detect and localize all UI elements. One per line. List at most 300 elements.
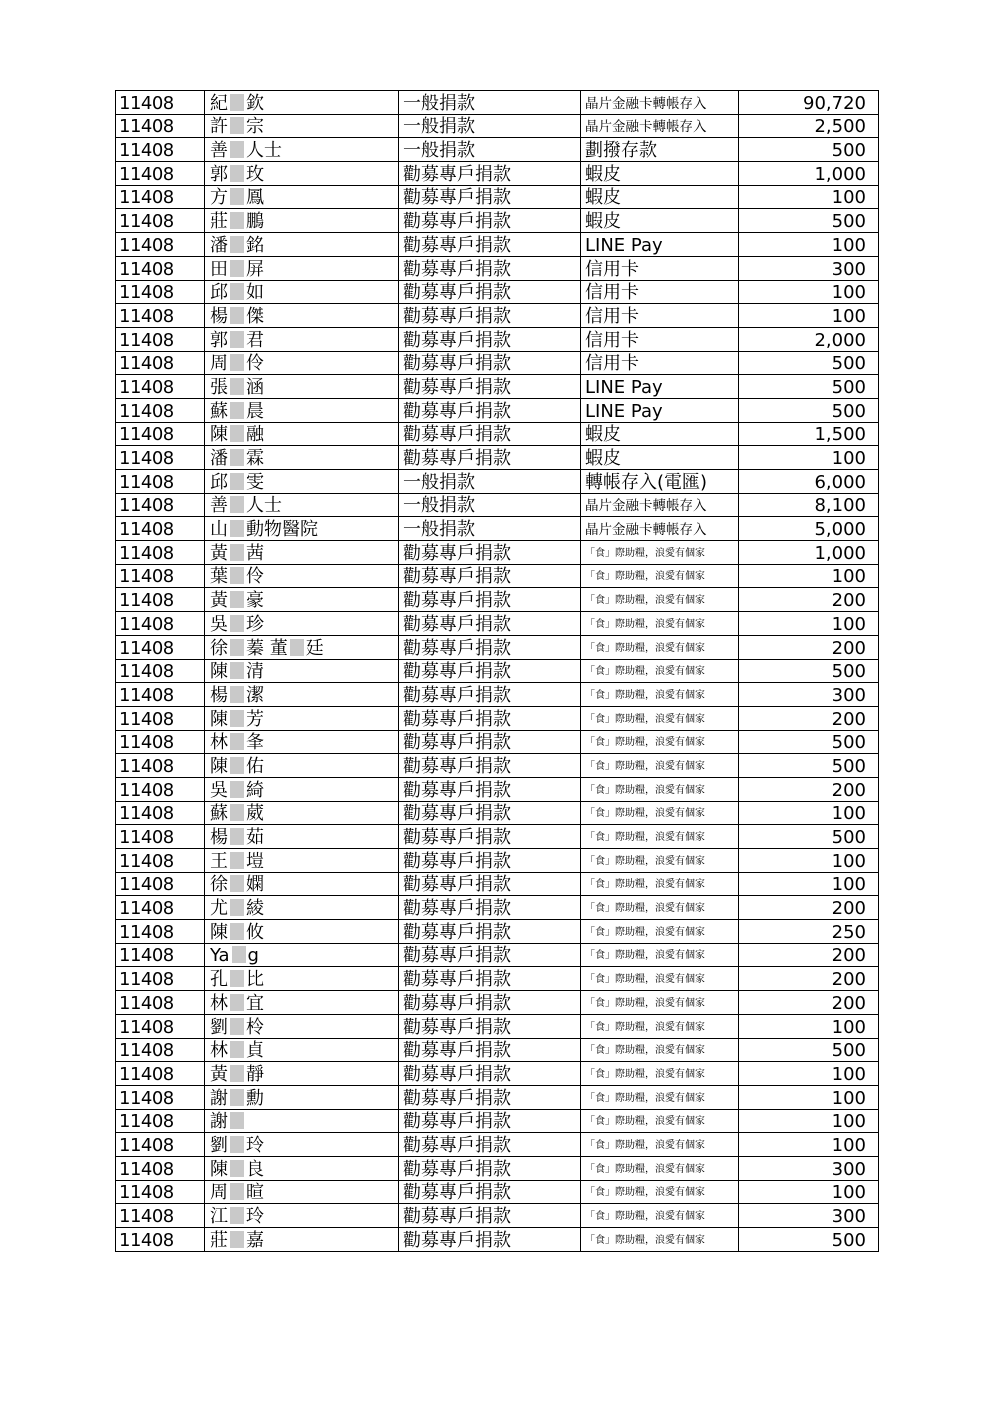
amount-cell: 500 xyxy=(739,754,879,778)
donor-name-last-part: 玫 xyxy=(246,163,264,185)
redaction-mark xyxy=(290,639,304,656)
donor-name-first-part: 孔 xyxy=(210,969,228,991)
period-cell: 11408 xyxy=(116,1133,205,1157)
donation-type-cell: 一般捐款 xyxy=(399,517,581,541)
amount-cell: 300 xyxy=(739,1204,879,1228)
donor-name-last-part: 貞 xyxy=(246,1040,264,1062)
period-cell: 11408 xyxy=(116,588,205,612)
donor-name-cell xyxy=(205,114,399,138)
donor-name-first-part: 劉 xyxy=(210,1016,228,1038)
payment-method-cell: 「食」際助糧，浪愛有個家 xyxy=(581,1014,739,1038)
amount-cell: 200 xyxy=(739,967,879,991)
donation-type-cell: 勸募專戶捐款 xyxy=(399,967,581,991)
period-cell: 11408 xyxy=(116,991,205,1015)
donor-name-last-part: 融 xyxy=(246,424,264,446)
donor-name-last-part: 比 xyxy=(246,969,264,991)
donor-name-last-part: 涵 xyxy=(246,376,264,398)
payment-method-cell: 「食」際助糧，浪愛有個家 xyxy=(581,1109,739,1133)
payment-method-cell: 「食」際助糧，浪愛有個家 xyxy=(581,1085,739,1109)
redaction-mark xyxy=(230,686,244,703)
period-cell: 11408 xyxy=(116,470,205,494)
donation-type-cell: 勸募專戶捐款 xyxy=(399,1204,581,1228)
redaction-mark xyxy=(230,733,244,750)
table-row xyxy=(116,635,879,659)
period-cell: 11408 xyxy=(116,375,205,399)
donor-name-last-part: 宗 xyxy=(246,116,264,138)
payment-method-cell: 信用卡 xyxy=(581,304,739,328)
redaction-mark xyxy=(230,1207,244,1224)
table-row xyxy=(116,470,879,494)
donation-type-cell: 勸募專戶捐款 xyxy=(399,825,581,849)
donor-name-first-part: 謝 xyxy=(210,1087,228,1109)
period-cell: 11408 xyxy=(116,1156,205,1180)
donor-name-first-part: 楊 xyxy=(210,305,228,327)
period-cell: 11408 xyxy=(116,162,205,186)
donation-type-cell: 勸募專戶捐款 xyxy=(399,446,581,470)
redaction-mark xyxy=(230,307,244,324)
redaction-mark xyxy=(230,828,244,845)
redaction-mark xyxy=(230,639,244,656)
payment-method-cell: 「食」際助糧，浪愛有個家 xyxy=(581,1038,739,1062)
donor-name-last-part: 豪 xyxy=(246,590,264,612)
donor-name-first-part: 楊 xyxy=(210,827,228,848)
period-cell: 11408 xyxy=(116,493,205,517)
donor-name-last-part: 勳 xyxy=(246,1087,264,1109)
donor-name-first-part: 蘇 xyxy=(210,400,228,422)
donor-name-last-part: 清 xyxy=(246,661,264,683)
donor-name-cell xyxy=(205,1180,399,1204)
payment-method-cell: 「食」際助糧，浪愛有個家 xyxy=(581,730,739,754)
redaction-mark xyxy=(230,141,244,158)
amount-cell: 500 xyxy=(739,1038,879,1062)
table-row xyxy=(116,1062,879,1086)
donor-name-first-part: 陳 xyxy=(210,708,228,730)
payment-method-cell: 信用卡 xyxy=(581,256,739,280)
table-row xyxy=(116,943,879,967)
donation-type-cell: 勸募專戶捐款 xyxy=(399,541,581,565)
donor-name-cell xyxy=(205,233,399,257)
donor-name-last-part: 靜 xyxy=(246,1063,264,1085)
donor-name-cell xyxy=(205,967,399,991)
donor-name-cell xyxy=(205,327,399,351)
donor-name-last-part: 柃 xyxy=(246,1016,264,1038)
amount-cell: 300 xyxy=(739,1156,879,1180)
table-row xyxy=(116,446,879,470)
period-cell: 11408 xyxy=(116,1085,205,1109)
payment-method-cell: 信用卡 xyxy=(581,280,739,304)
amount-cell: 200 xyxy=(739,706,879,730)
period-cell: 11408 xyxy=(116,398,205,422)
table-row xyxy=(116,233,879,257)
donor-name-last-part: 鵬 xyxy=(246,211,264,233)
donation-type-cell: 勸募專戶捐款 xyxy=(399,351,581,375)
donor-name-cell xyxy=(205,162,399,186)
payment-method-cell: 信用卡 xyxy=(581,351,739,375)
donation-type-cell: 勸募專戶捐款 xyxy=(399,777,581,801)
period-cell: 11408 xyxy=(116,351,205,375)
payment-method-cell: 「食」際助糧，浪愛有個家 xyxy=(581,612,739,636)
donation-type-cell: 勸募專戶捐款 xyxy=(399,1062,581,1086)
redaction-mark xyxy=(230,781,244,798)
donor-name-last-part: 茜 xyxy=(246,542,264,564)
redaction-mark xyxy=(230,188,244,205)
amount-cell: 90,720 xyxy=(739,91,879,115)
donor-name-cell xyxy=(205,209,399,233)
payment-method-cell: 信用卡 xyxy=(581,327,739,351)
period-cell: 11408 xyxy=(116,1038,205,1062)
donor-name-last-part: 芳 xyxy=(246,708,264,730)
redaction-mark xyxy=(230,117,244,134)
donor-name-last-part: 伶 xyxy=(246,353,264,375)
donor-name-last-part: 暄 xyxy=(246,1182,264,1204)
period-cell: 11408 xyxy=(116,280,205,304)
donation-type-cell: 勸募專戶捐款 xyxy=(399,754,581,778)
period-cell: 11408 xyxy=(116,683,205,707)
redaction-mark xyxy=(230,662,244,679)
payment-method-cell: 「食」際助糧，浪愛有個家 xyxy=(581,564,739,588)
amount-cell: 8,100 xyxy=(739,493,879,517)
table-row xyxy=(116,849,879,873)
donor-name-first-part: Ya xyxy=(210,945,230,967)
donation-ledger-table xyxy=(115,90,879,1252)
amount-cell: 200 xyxy=(739,896,879,920)
donation-type-cell: 勸募專戶捐款 xyxy=(399,209,581,233)
donor-name-last-part: 傑 xyxy=(246,305,264,327)
amount-cell: 100 xyxy=(739,233,879,257)
donation-type-cell: 勸募專戶捐款 xyxy=(399,1109,581,1133)
redaction-mark xyxy=(230,1136,244,1153)
donor-name-cell xyxy=(205,730,399,754)
donation-type-cell: 一般捐款 xyxy=(399,470,581,494)
redaction-mark xyxy=(230,212,244,229)
donor-name-cell xyxy=(205,517,399,541)
donor-name-cell xyxy=(205,991,399,1015)
donor-name-cell xyxy=(205,825,399,849)
donor-name-first-part: 周 xyxy=(210,1182,228,1204)
payment-method-cell: 「食」際助糧，浪愛有個家 xyxy=(581,801,739,825)
amount-cell: 100 xyxy=(739,1180,879,1204)
redaction-mark xyxy=(230,899,244,916)
payment-method-cell: 「食」際助糧，浪愛有個家 xyxy=(581,588,739,612)
period-cell: 11408 xyxy=(116,872,205,896)
period-cell: 11408 xyxy=(116,91,205,115)
redaction-mark xyxy=(230,615,244,632)
donation-type-cell: 勸募專戶捐款 xyxy=(399,588,581,612)
donation-type-cell: 勸募專戶捐款 xyxy=(399,1038,581,1062)
payment-method-cell: 蝦皮 xyxy=(581,446,739,470)
table-row xyxy=(116,304,879,328)
table-row xyxy=(116,706,879,730)
donor-name-first-part: 陳 xyxy=(210,921,228,943)
donor-name-first-part: 黃 xyxy=(210,1063,228,1085)
redaction-mark xyxy=(230,1231,244,1248)
payment-method-cell: 「食」際助糧，浪愛有個家 xyxy=(581,659,739,683)
donor-name-last-part: 佑 xyxy=(246,755,264,777)
donation-type-cell: 勸募專戶捐款 xyxy=(399,706,581,730)
donor-name-first-part: 善 xyxy=(210,495,228,517)
period-cell: 11408 xyxy=(116,777,205,801)
donor-name-last-part: 欽 xyxy=(246,92,264,114)
donation-type-cell: 一般捐款 xyxy=(399,91,581,115)
donation-type-cell: 勸募專戶捐款 xyxy=(399,872,581,896)
payment-method-cell: 「食」際助糧，浪愛有個家 xyxy=(581,1133,739,1157)
donor-name-cell xyxy=(205,1085,399,1109)
amount-cell: 500 xyxy=(739,375,879,399)
redaction-mark xyxy=(230,591,244,608)
amount-cell: 300 xyxy=(739,683,879,707)
table-row xyxy=(116,1204,879,1228)
redaction-mark xyxy=(230,449,244,466)
donor-name-cell xyxy=(205,138,399,162)
donor-name-first-part: 謝 xyxy=(210,1111,228,1133)
redaction-mark xyxy=(230,804,244,821)
donor-name-first-part: 徐 xyxy=(210,637,228,659)
donation-type-cell: 勸募專戶捐款 xyxy=(399,564,581,588)
payment-method-cell: 「食」際助糧，浪愛有個家 xyxy=(581,754,739,778)
payment-method-cell: 晶片金融卡轉帳存入 xyxy=(581,517,739,541)
donor-name-last-part: 良 xyxy=(246,1158,264,1180)
donor-name-cell xyxy=(205,659,399,683)
donation-type-cell: 勸募專戶捐款 xyxy=(399,375,581,399)
redaction-mark xyxy=(230,757,244,774)
amount-cell: 500 xyxy=(739,730,879,754)
table-row xyxy=(116,588,879,612)
donation-type-cell: 勸募專戶捐款 xyxy=(399,327,581,351)
amount-cell: 100 xyxy=(739,1109,879,1133)
payment-method-cell: 轉帳存入(電匯) xyxy=(581,470,739,494)
donation-type-cell: 勸募專戶捐款 xyxy=(399,612,581,636)
donation-type-cell: 勸募專戶捐款 xyxy=(399,162,581,186)
period-cell: 11408 xyxy=(116,446,205,470)
donor-name-cell xyxy=(205,849,399,873)
donor-name-first-part: 張 xyxy=(210,376,228,398)
period-cell: 11408 xyxy=(116,1228,205,1252)
donor-name-first-part: 紀 xyxy=(210,92,228,114)
donor-name-first-part: 林 xyxy=(210,732,228,754)
donation-type-cell: 勸募專戶捐款 xyxy=(399,1228,581,1252)
redaction-mark xyxy=(230,1065,244,1082)
period-cell: 11408 xyxy=(116,304,205,328)
table-row xyxy=(116,1133,879,1157)
donation-type-cell: 勸募專戶捐款 xyxy=(399,896,581,920)
donor-name-cell xyxy=(205,541,399,565)
donor-name-first-part: 陳 xyxy=(210,1158,228,1180)
amount-cell: 100 xyxy=(739,564,879,588)
redaction-mark xyxy=(232,946,246,963)
payment-method-cell: 「食」際助糧，浪愛有個家 xyxy=(581,1156,739,1180)
table-row xyxy=(116,1038,879,1062)
donation-type-cell: 勸募專戶捐款 xyxy=(399,683,581,707)
donor-name-cell xyxy=(205,398,399,422)
table-row xyxy=(116,422,879,446)
payment-method-cell: 「食」際助糧，浪愛有個家 xyxy=(581,967,739,991)
redaction-mark xyxy=(230,165,244,182)
period-cell: 11408 xyxy=(116,422,205,446)
redaction-mark xyxy=(230,875,244,892)
donor-name-last-part: 玲 xyxy=(246,1134,264,1156)
redaction-mark xyxy=(230,1112,244,1129)
donor-name-first-part: 陳 xyxy=(210,424,228,446)
redaction-mark xyxy=(230,496,244,513)
period-cell: 11408 xyxy=(116,967,205,991)
donor-name-first-part: 田 xyxy=(210,258,228,280)
donation-type-cell: 勸募專戶捐款 xyxy=(399,1156,581,1180)
donor-name-first-part: 潘 xyxy=(210,234,228,256)
table-row xyxy=(116,730,879,754)
donation-type-cell: 勸募專戶捐款 xyxy=(399,991,581,1015)
donor-name-cell xyxy=(205,564,399,588)
donor-name-cell xyxy=(205,1109,399,1133)
table-row xyxy=(116,280,879,304)
redaction-mark xyxy=(230,1089,244,1106)
table-row xyxy=(116,777,879,801)
amount-cell: 500 xyxy=(739,1228,879,1252)
period-cell: 11408 xyxy=(116,825,205,849)
payment-method-cell: 「食」際助糧，浪愛有個家 xyxy=(581,849,739,873)
payment-method-cell: 「食」際助糧，浪愛有個家 xyxy=(581,683,739,707)
period-cell: 11408 xyxy=(116,209,205,233)
period-cell: 11408 xyxy=(116,896,205,920)
donor-name-first-part: 郭 xyxy=(210,329,228,351)
table-row xyxy=(116,351,879,375)
payment-method-cell: LINE Pay xyxy=(581,398,739,422)
amount-cell: 100 xyxy=(739,1014,879,1038)
donation-type-cell: 勸募專戶捐款 xyxy=(399,1085,581,1109)
donor-name-last-part: 茹 xyxy=(246,827,264,848)
table-row xyxy=(116,91,879,115)
payment-method-cell: 「食」際助糧，浪愛有個家 xyxy=(581,777,739,801)
donor-name-last-part: 玲 xyxy=(246,1206,264,1227)
donation-type-cell: 勸募專戶捐款 xyxy=(399,635,581,659)
donor-name-last-part: 屏 xyxy=(246,258,264,280)
donor-name-cell xyxy=(205,872,399,896)
donor-name-first-part: 尤 xyxy=(210,898,228,920)
donor-name-cell xyxy=(205,683,399,707)
donor-name-last-part: 君 xyxy=(246,329,264,351)
period-cell: 11408 xyxy=(116,1014,205,1038)
donor-name-last-part: 銘 xyxy=(246,234,264,256)
donation-type-cell: 一般捐款 xyxy=(399,114,581,138)
table-row xyxy=(116,1085,879,1109)
amount-cell: 100 xyxy=(739,446,879,470)
amount-cell: 500 xyxy=(739,825,879,849)
donor-name-last-part: 蓁 董 xyxy=(246,637,288,659)
ledger-body xyxy=(116,91,879,1252)
payment-method-cell: 「食」際助糧，浪愛有個家 xyxy=(581,706,739,730)
redaction-mark xyxy=(230,260,244,277)
payment-method-cell: 「食」際助糧，浪愛有個家 xyxy=(581,635,739,659)
amount-cell: 500 xyxy=(739,659,879,683)
donor-name-cell xyxy=(205,777,399,801)
payment-method-cell: 「食」際助糧，浪愛有個家 xyxy=(581,1204,739,1228)
amount-cell: 500 xyxy=(739,398,879,422)
redaction-mark xyxy=(230,94,244,111)
amount-cell: 100 xyxy=(739,872,879,896)
amount-cell: 200 xyxy=(739,588,879,612)
donor-name-cell xyxy=(205,91,399,115)
payment-method-cell: 「食」際助糧，浪愛有個家 xyxy=(581,541,739,565)
donor-name-cell xyxy=(205,493,399,517)
donor-name-last-part: 葳 xyxy=(246,803,264,825)
payment-method-cell: 劃撥存款 xyxy=(581,138,739,162)
table-row xyxy=(116,1014,879,1038)
donation-type-cell: 勸募專戶捐款 xyxy=(399,1014,581,1038)
table-row xyxy=(116,872,879,896)
donor-name-first-part: 楊 xyxy=(210,684,228,706)
amount-cell: 6,000 xyxy=(739,470,879,494)
table-row xyxy=(116,517,879,541)
redaction-mark xyxy=(230,544,244,561)
amount-cell: 1,000 xyxy=(739,162,879,186)
redaction-mark xyxy=(230,331,244,348)
payment-method-cell: 「食」際助糧，浪愛有個家 xyxy=(581,1228,739,1252)
donation-type-cell: 勸募專戶捐款 xyxy=(399,398,581,422)
donor-name-cell xyxy=(205,1133,399,1157)
redaction-mark xyxy=(230,236,244,253)
donor-name-cell xyxy=(205,635,399,659)
donor-name-cell xyxy=(205,754,399,778)
donor-name-first-part: 陳 xyxy=(210,755,228,777)
donor-name-cell xyxy=(205,422,399,446)
period-cell: 11408 xyxy=(116,1109,205,1133)
period-cell: 11408 xyxy=(116,635,205,659)
table-row xyxy=(116,162,879,186)
donor-name-cell xyxy=(205,1014,399,1038)
donation-type-cell: 勸募專戶捐款 xyxy=(399,304,581,328)
period-cell: 11408 xyxy=(116,730,205,754)
table-row xyxy=(116,801,879,825)
amount-cell: 200 xyxy=(739,943,879,967)
donor-name-first-part: 方 xyxy=(210,187,228,209)
donor-name-first-part: 邱 xyxy=(210,471,228,493)
payment-method-cell: 「食」際助糧，浪愛有個家 xyxy=(581,920,739,944)
table-row xyxy=(116,683,879,707)
payment-method-cell: 「食」際助糧，浪愛有個家 xyxy=(581,1062,739,1086)
donor-name-cell xyxy=(205,706,399,730)
redaction-mark xyxy=(230,1183,244,1200)
amount-cell: 200 xyxy=(739,777,879,801)
amount-cell: 100 xyxy=(739,801,879,825)
donor-name-cell xyxy=(205,612,399,636)
table-row xyxy=(116,375,879,399)
table-row xyxy=(116,825,879,849)
table-row xyxy=(116,564,879,588)
donation-type-cell: 勸募專戶捐款 xyxy=(399,422,581,446)
period-cell: 11408 xyxy=(116,517,205,541)
donor-name-last-part: 雯 xyxy=(246,471,264,493)
payment-method-cell: 「食」際助糧，浪愛有個家 xyxy=(581,1180,739,1204)
donation-type-cell: 勸募專戶捐款 xyxy=(399,1180,581,1204)
donor-name-first-part: 陳 xyxy=(210,661,228,683)
amount-cell: 100 xyxy=(739,1133,879,1157)
period-cell: 11408 xyxy=(116,659,205,683)
amount-cell: 200 xyxy=(739,635,879,659)
period-cell: 11408 xyxy=(116,564,205,588)
donor-name-first-part: 葉 xyxy=(210,566,228,588)
period-cell: 11408 xyxy=(116,706,205,730)
donor-name-cell xyxy=(205,943,399,967)
redaction-mark xyxy=(230,1160,244,1177)
table-row xyxy=(116,209,879,233)
donation-type-cell: 勸募專戶捐款 xyxy=(399,730,581,754)
table-row xyxy=(116,327,879,351)
redaction-mark xyxy=(230,710,244,727)
donor-name-first-part: 劉 xyxy=(210,1134,228,1156)
table-row xyxy=(116,1180,879,1204)
table-row xyxy=(116,398,879,422)
donor-name-first-part: 林 xyxy=(210,992,228,1014)
period-cell: 11408 xyxy=(116,1180,205,1204)
